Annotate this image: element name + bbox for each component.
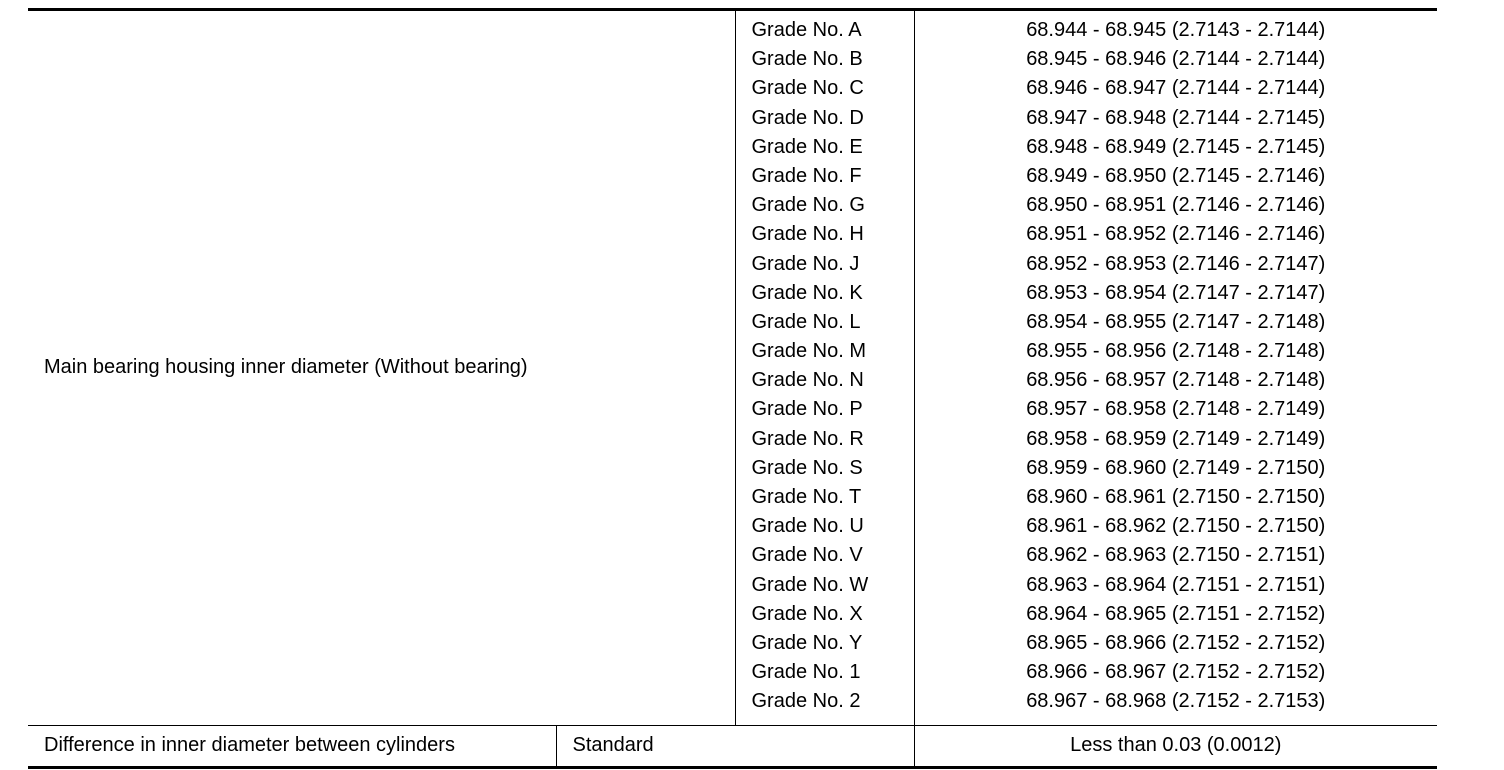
cylinder-difference-label: Difference in inner diameter between cylinders	[28, 725, 556, 767]
grade-label: Grade No. H	[751, 223, 864, 246]
grade-label: Grade No. 1	[751, 661, 861, 684]
grade-value: 68.955 - 68.956 (2.7148 - 2.7148)	[1026, 340, 1326, 363]
grade-value: 68.949 - 68.950 (2.7145 - 2.7146)	[1026, 164, 1326, 187]
grade-value: 68.952 - 68.953 (2.7146 - 2.7147)	[1026, 252, 1326, 275]
grade-label: Grade No. W	[751, 573, 869, 596]
grade-label: Grade No. V	[751, 544, 863, 567]
grade-label: Grade No. F	[751, 164, 862, 187]
grade-label: Grade No. J	[751, 252, 860, 275]
grade-value: 68.944 - 68.945 (2.7143 - 2.7144)	[1026, 19, 1326, 41]
grade-label: Grade No. N	[751, 369, 864, 392]
grade-value: 68.967 - 68.968 (2.7152 - 2.7153)	[1026, 690, 1326, 713]
grade-label: Grade No. G	[751, 194, 865, 217]
grade-label: Grade No. T	[751, 486, 862, 508]
grade-value: 68.947 - 68.948 (2.7144 - 2.7145)	[1026, 106, 1326, 129]
grade-value: 68.946 - 68.947 (2.7144 - 2.7144)	[1026, 77, 1326, 100]
grade-label: Grade No. B	[751, 48, 863, 71]
grade-value: 68.953 - 68.954 (2.7147 - 2.7147)	[1026, 281, 1326, 304]
grade-value: 68.957 - 68.958 (2.7148 - 2.7149)	[1026, 398, 1326, 421]
grade-list	[735, 10, 914, 726]
grade-value: 68.964 - 68.965 (2.7151 - 2.7152)	[1026, 602, 1326, 625]
grade-label: Grade No. A	[751, 19, 862, 41]
grade-label: Grade No. M	[751, 340, 866, 363]
grade-value: 68.959 - 68.960 (2.7149 - 2.7150)	[1026, 456, 1326, 479]
cylinder-difference-row	[28, 725, 1437, 767]
grade-label: Grade No. 2	[751, 690, 861, 713]
grade-label: Grade No. U	[751, 515, 864, 538]
grade-value: 68.966 - 68.967 (2.7152 - 2.7152)	[1026, 661, 1326, 684]
grade-value: 68.954 - 68.955 (2.7147 - 2.7148)	[1026, 310, 1326, 333]
grade-value: 68.965 - 68.966 (2.7152 - 2.7152)	[1026, 631, 1326, 654]
grade-value: 68.945 - 68.946 (2.7144 - 2.7144)	[1026, 48, 1326, 71]
grade-label: Grade No. C	[751, 77, 864, 100]
standard-label: Standard	[556, 725, 914, 767]
grade-label: Grade No. K	[751, 281, 863, 304]
grade-value: 68.962 - 68.963 (2.7150 - 2.7151)	[1026, 544, 1326, 567]
value-list	[914, 10, 1437, 726]
main-bearing-label: Main bearing housing inner diameter (Without bearing)	[28, 10, 735, 726]
cylinder-difference-value: Less than 0.03 (0.0012)	[914, 725, 1437, 767]
grade-label: Grade No. E	[751, 135, 863, 158]
grade-label: Grade No. P	[751, 398, 863, 421]
grade-label: Grade No. R	[751, 427, 864, 450]
grade-value: 68.958 - 68.959 (2.7149 - 2.7149)	[1026, 427, 1326, 450]
grade-value: 68.950 - 68.951 (2.7146 - 2.7146)	[1026, 194, 1326, 217]
grade-value: 68.963 - 68.964 (2.7151 - 2.7151)	[1026, 573, 1326, 596]
grade-label: Grade No. D	[751, 106, 864, 129]
grade-value: 68.960 - 68.961 (2.7150 - 2.7150)	[1026, 486, 1326, 508]
grade-label: Grade No. L	[751, 310, 861, 333]
grade-value: 68.948 - 68.949 (2.7145 - 2.7145)	[1026, 135, 1326, 158]
grade-value: 68.961 - 68.962 (2.7150 - 2.7150)	[1026, 515, 1326, 538]
grade-value: 68.951 - 68.952 (2.7146 - 2.7146)	[1026, 223, 1326, 246]
main-bearing-row	[28, 10, 1437, 726]
grade-label: Grade No. X	[751, 602, 863, 625]
spec-table	[28, 8, 1437, 769]
grade-value: 68.956 - 68.957 (2.7148 - 2.7148)	[1026, 369, 1326, 392]
grade-label: Grade No. S	[751, 456, 863, 479]
grade-label: Grade No. Y	[751, 631, 863, 654]
